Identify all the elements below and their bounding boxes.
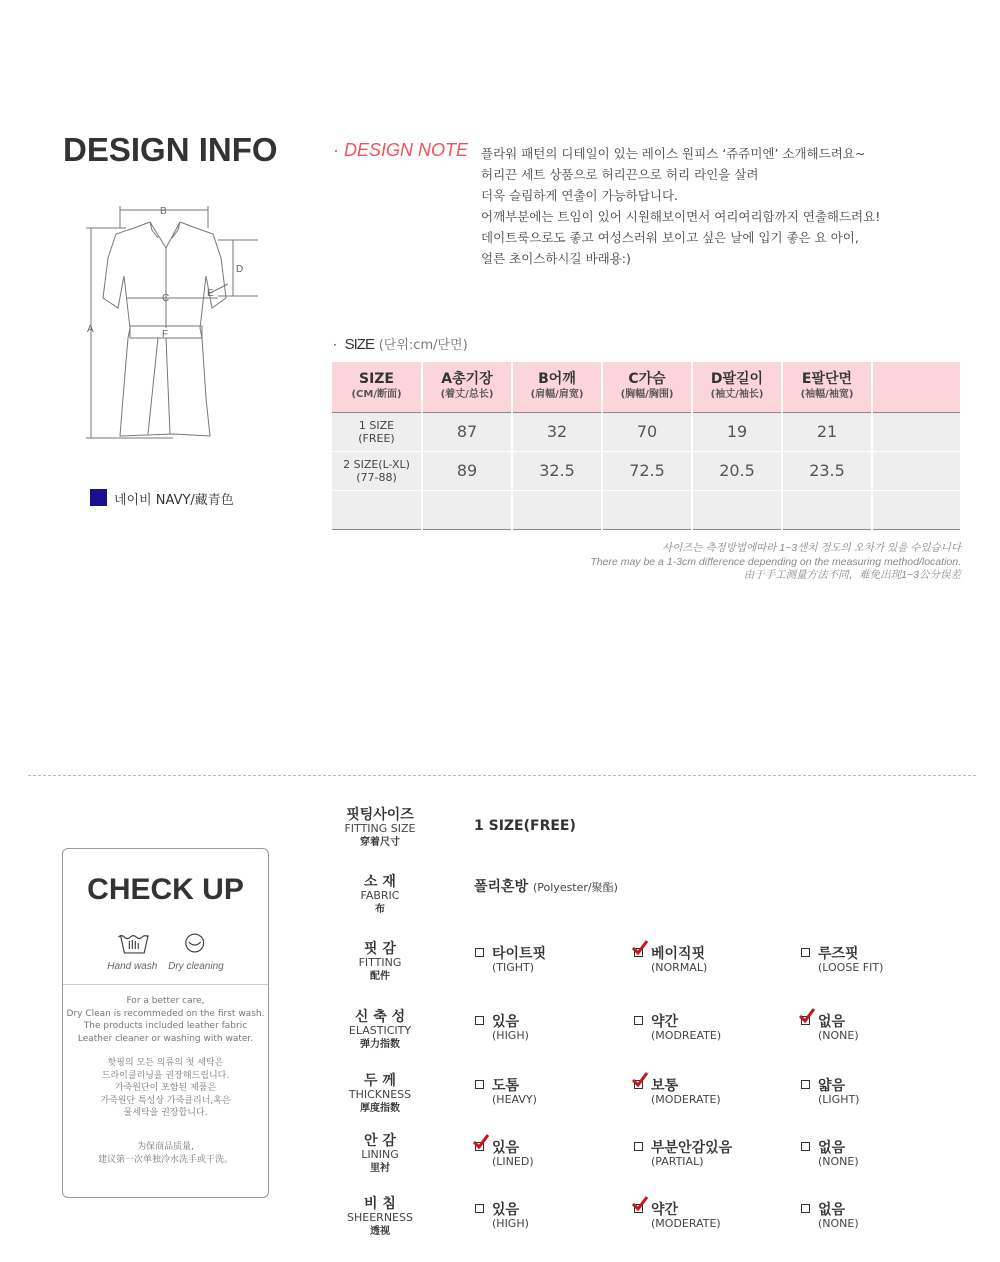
sheerness-label: 비 침 SHEERNESS 透视: [347, 1196, 413, 1237]
color-label: 네이비 NAVY/藏青色: [114, 493, 234, 508]
size-col-header: B어깨 (肩幅/肩宽): [512, 362, 602, 412]
dry-cleaning-label: Dry cleaning: [168, 961, 224, 972]
checkbox[interactable]: [801, 948, 810, 957]
size-cell: [872, 451, 961, 490]
diagram-label-e: E: [207, 288, 214, 299]
size-col-header: [872, 362, 961, 412]
size-col-header: E팔단면 (袖幅/袖宽): [782, 362, 872, 412]
table-row: [332, 451, 961, 490]
checkbox[interactable]: [801, 1142, 810, 1151]
checkbox[interactable]: [475, 948, 484, 957]
design-note-text: [481, 143, 880, 269]
dress-diagram: [78, 198, 268, 448]
design-note-heading: · DESIGN NOTE: [333, 140, 469, 160]
check-mark-icon: [631, 1071, 649, 1089]
size-col-header: D팔길이 (袖丈/袖长): [692, 362, 782, 412]
design-note-line: 허리끈 세트 상품으로 허리끈으로 허리 라인을 살려: [481, 167, 759, 182]
design-note-line: 어깨부분에는 트임이 있어 시원해보이면서 여리여리함까지 연출해드려요!: [481, 209, 881, 224]
size-title: SIZE: [344, 336, 374, 353]
size-cell: 21: [782, 412, 872, 451]
table-row: [332, 490, 961, 529]
care-text-english: For a better care, Dry Clean is recommeded on the first wash. The products included leather fabric Leather cleaner or washing with water.: [66, 996, 265, 1044]
elasticity-label: 신 축 성 ELASTICITY 弹力指数: [348, 1009, 412, 1050]
size-cell: 72.5: [602, 451, 692, 490]
size-cell: [872, 490, 961, 529]
size-unit: (단위:cm/단면): [378, 338, 468, 353]
checkbox[interactable]: [801, 1080, 810, 1089]
thickness-label: 두 께 THICKNESS 厚度指数: [348, 1073, 412, 1114]
check-up-separator: [63, 984, 268, 985]
check-up-box: [62, 848, 269, 1198]
size-cell: 87: [422, 412, 512, 451]
check-mark-icon: [631, 1195, 649, 1213]
size-cell: 32: [512, 412, 602, 451]
size-row-label: [332, 490, 422, 529]
size-cell: [422, 490, 512, 529]
design-note-line: 더욱 슬림하게 연출이 가능하답니다.: [481, 188, 679, 203]
size-cell: 89: [422, 451, 512, 490]
lining-label: 안 감 LINING 里衬: [361, 1133, 399, 1174]
table-row: [332, 412, 961, 451]
design-note-line: 얼른 초이스하시길 바래용:): [481, 251, 631, 266]
hand-wash-icon: [118, 935, 148, 953]
diagram-label-a: A: [87, 324, 94, 335]
fitting-size-label: 핏팅사이즈 FITTING SIZE 穿着尺寸: [344, 807, 416, 848]
size-cell: [782, 490, 872, 529]
check-mark-icon: [631, 939, 649, 957]
fitting-label: 핏 감 FITTING 配件: [358, 941, 402, 982]
care-text-chinese: 为保商品质量, 建议第一次单独冷水洗手或干洗。: [97, 1142, 233, 1165]
size-bullet: ·: [333, 338, 337, 352]
care-text-korean: 핫핑의 모든 의류의 첫 세탁은 드라이클리닝을 권장해드립니다. 가죽원단이 포함된 제품은 가죽원단 특성상 가죽클리너,혹은 물세탁을 권장합니다.: [100, 1058, 231, 1118]
size-heading: [333, 334, 468, 353]
size-col-header: A총기장 (着丈/总长): [422, 362, 512, 412]
size-cell: [872, 412, 961, 451]
color-swatch: [90, 489, 107, 506]
diagram-label-b: B: [160, 206, 167, 217]
size-cell: 20.5: [692, 451, 782, 490]
diagram-label-c: C: [162, 293, 170, 304]
check-mark-icon: [798, 1007, 816, 1025]
size-table-header: [332, 362, 961, 412]
size-cell: 23.5: [782, 451, 872, 490]
size-cell: [692, 490, 782, 529]
diagram-label-f: F: [162, 329, 169, 340]
hand-wash-label: Hand wash: [107, 961, 158, 972]
check-mark-icon: [472, 1133, 490, 1151]
fabric-label: 소 재 FABRIC 布: [360, 874, 400, 915]
size-row-label: 1 SIZE (FREE): [332, 412, 422, 451]
size-col-header: SIZE (CM/断面): [332, 362, 422, 412]
diagram-label-d: D: [236, 264, 244, 275]
checkbox[interactable]: [634, 1142, 643, 1151]
checkbox[interactable]: [634, 1016, 643, 1025]
design-note-line: 플라워 패턴의 디테일이 있는 레이스 원피스 ‘쥬쥬미엔’ 소개해드려요~: [481, 146, 866, 161]
design-note-line: 데이트룩으로도 좋고 여성스러워 보이고 싶은 날에 입기 좋은 요 아이,: [481, 230, 859, 245]
care-labels: [63, 961, 268, 972]
section-divider: [28, 775, 976, 776]
checkbox[interactable]: [475, 1204, 484, 1213]
checkbox[interactable]: [801, 1204, 810, 1213]
size-row-label: 2 SIZE(L-XL) (77-88): [332, 451, 422, 490]
care-icons: [63, 931, 268, 961]
size-cell: 70: [602, 412, 692, 451]
size-cell: 19: [692, 412, 782, 451]
size-cell: 32.5: [512, 451, 602, 490]
size-disclaimer: 사이즈는 측정방법에따라 1~3센치 정도의 오차가 있을 수있습니다 There may be a 1-3cm difference depending on the measuring method/location. 由于手工测量方法不同，难免出现1~3公分误差: [590, 542, 961, 581]
size-col-header: C가슴 (胸幅/胸围): [602, 362, 692, 412]
fitting-size-value: 1 SIZE(FREE): [474, 818, 576, 834]
design-info-title: DESIGN INFO: [63, 131, 278, 168]
check-up-title: CHECK UP: [87, 873, 244, 906]
fabric-value: 폴리혼방 (Polyester/聚酯): [474, 879, 618, 895]
size-cell: [512, 490, 602, 529]
checkbox[interactable]: [475, 1080, 484, 1089]
checkbox[interactable]: [475, 1016, 484, 1025]
size-table: [332, 362, 962, 530]
size-cell: [602, 490, 692, 529]
dry-cleaning-icon: [186, 934, 204, 952]
